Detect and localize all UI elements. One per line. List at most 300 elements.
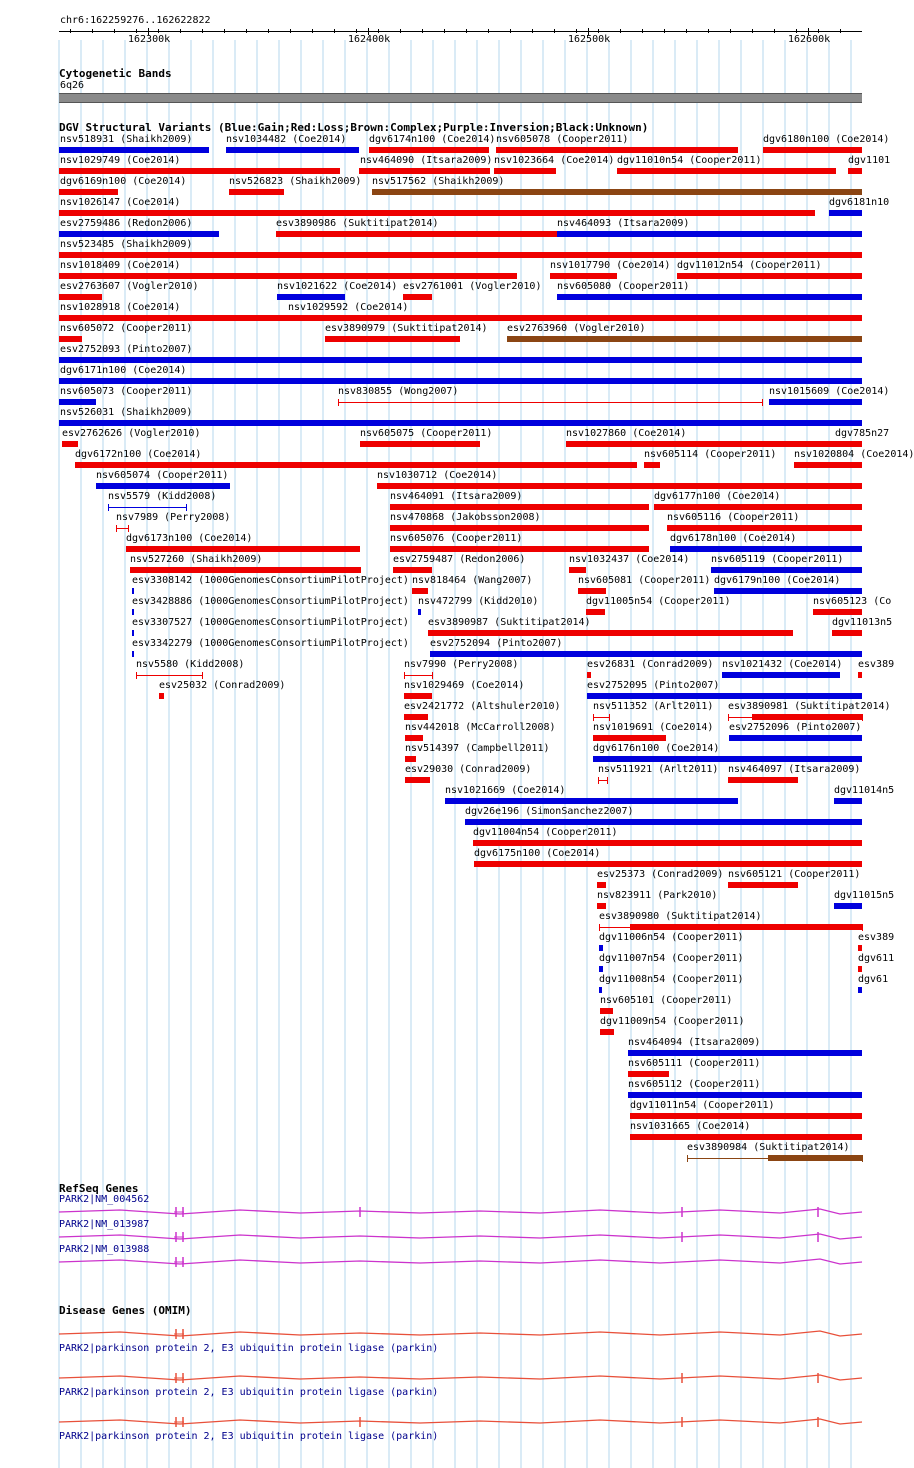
ruler-minor-tick (466, 29, 467, 33)
dgv-track-title: DGV Structural Variants (Blue:Gain;Red:Loss;Brown:Complex;Purple:Inversion;Black:Unknown) (59, 121, 649, 134)
loss-variant-bar[interactable] (390, 504, 649, 510)
ruler-minor-tick (378, 29, 379, 33)
ruler-minor-tick (576, 29, 577, 33)
variant-label[interactable]: dgv11012n54 (Cooper2011) (677, 260, 822, 271)
loss-variant-bar[interactable] (404, 714, 428, 720)
ruler-tick-label: 162600k (788, 34, 831, 45)
variant-label[interactable]: nsv1029592 (Coe2014) (288, 302, 409, 313)
refseq-transcript-label[interactable]: PARK2|NM_013988 (59, 1244, 150, 1255)
variant-label[interactable]: nsv818464 (Wang2007) (412, 575, 533, 586)
gain-variant-bar[interactable] (132, 588, 134, 594)
loss-variant-bar[interactable] (377, 483, 862, 489)
variant-label[interactable]: nsv1029469 (Coe2014) (404, 680, 525, 691)
variant-label[interactable]: nsv1018409 (Coe2014) (60, 260, 181, 271)
loss-variant-bar[interactable] (728, 777, 798, 783)
variant-label[interactable]: esv2763960 (Vogler2010) (507, 323, 646, 334)
variant-label[interactable]: esv3890986 (Suktitipat2014) (276, 218, 439, 229)
gain-variant-bar[interactable] (59, 357, 862, 363)
gain-variant-bar[interactable] (587, 693, 862, 699)
variant-end-tick (186, 504, 187, 511)
loss-variant-bar[interactable] (597, 882, 606, 888)
gain-variant-bar[interactable] (59, 378, 862, 384)
variant-end-tick (862, 1155, 863, 1162)
variant-label[interactable]: dgv6181n10 (829, 197, 890, 208)
gain-variant-bar[interactable] (834, 903, 862, 909)
variant-label[interactable]: esv3890987 (Suktitipat2014) (428, 617, 591, 628)
ruler-minor-tick (114, 29, 115, 33)
loss-variant-bar[interactable] (593, 735, 666, 741)
loss-variant-bar[interactable] (405, 735, 423, 741)
variant-label[interactable]: nsv823911 (Park2010) (597, 890, 718, 901)
loss-variant-bar[interactable] (597, 903, 606, 909)
variant-end-tick (609, 714, 610, 721)
gain-variant-bar[interactable] (628, 1092, 862, 1098)
gain-variant-bar[interactable] (711, 567, 862, 573)
omim-gene-label[interactable]: PARK2|parkinson protein 2, E3 ubiquitin protein ligase (parkin) (59, 1431, 439, 1442)
complex-variant-bar[interactable] (372, 189, 862, 195)
variant-end-tick (108, 504, 109, 511)
ruler-minor-tick (312, 29, 313, 33)
variant-end-tick (687, 1155, 688, 1162)
variant-label[interactable]: esv2752094 (Pinto2007) (430, 638, 563, 649)
gain-variant-bar[interactable] (722, 672, 840, 678)
loss-variant-bar[interactable] (794, 462, 862, 468)
gain-variant-bar[interactable] (729, 735, 862, 741)
variant-label[interactable]: esv2759487 (Redon2006) (393, 554, 526, 565)
variant-label[interactable]: nsv1023664 (Coe2014) (494, 155, 615, 166)
gain-variant-bar[interactable] (599, 945, 603, 951)
refseq-transcript-label[interactable]: PARK2|NM_013987 (59, 1219, 150, 1230)
variant-label[interactable]: esv25032 (Conrad2009) (159, 680, 286, 691)
loss-variant-bar[interactable] (630, 924, 862, 930)
loss-variant-bar[interactable] (390, 546, 649, 552)
variant-label[interactable]: dgv11010n54 (Cooper2011) (617, 155, 762, 166)
variant-label[interactable]: dgv6175n100 (Coe2014) (474, 848, 601, 859)
ruler-minor-tick (510, 29, 511, 33)
ruler-tick-label: 162300k (128, 34, 171, 45)
loss-variant-bar[interactable] (59, 294, 102, 300)
variant-label[interactable]: nsv605081 (Cooper2011) (578, 575, 711, 586)
variant-end-tick (598, 777, 599, 784)
ruler-minor-tick (708, 29, 709, 33)
variant-end-tick (607, 777, 608, 784)
ruler-minor-tick (246, 29, 247, 33)
variant-label[interactable]: nsv1021622 (Coe2014) (277, 281, 398, 292)
variant-span-line[interactable] (598, 780, 607, 781)
variant-label[interactable]: nsv5580 (Kidd2008) (136, 659, 245, 670)
omim-gene-label[interactable]: PARK2|parkinson protein 2, E3 ubiquitin protein ligase (parkin) (59, 1343, 439, 1354)
refseq-track-title: RefSeq Genes (59, 1182, 139, 1195)
gain-variant-bar[interactable] (132, 651, 134, 657)
gain-variant-bar[interactable] (599, 987, 602, 993)
loss-variant-bar[interactable] (630, 1113, 862, 1119)
loss-variant-bar[interactable] (390, 525, 649, 531)
variant-label[interactable]: dgv6172n100 (Coe2014) (75, 449, 202, 460)
loss-variant-bar[interactable] (617, 168, 836, 174)
loss-variant-bar[interactable] (858, 945, 862, 951)
variant-span-line[interactable] (116, 528, 128, 529)
variant-label[interactable]: nsv523485 (Shaikh2009) (60, 239, 193, 250)
variant-label[interactable]: esv3308142 (1000GenomesConsortiumPilotProject) (132, 575, 409, 586)
variant-label[interactable]: esv2421772 (Altshuler2010) (404, 701, 561, 712)
variant-label[interactable]: esv3890980 (Suktitipat2014) (599, 911, 762, 922)
variant-end-tick (728, 714, 729, 721)
variant-label[interactable]: nsv470868 (Jakobsson2008) (390, 512, 541, 523)
loss-variant-bar[interactable] (752, 714, 862, 720)
loss-variant-bar[interactable] (832, 630, 862, 636)
loss-variant-bar[interactable] (496, 147, 738, 153)
variant-label[interactable]: esv3307527 (1000GenomesConsortiumPilotProject) (132, 617, 409, 628)
variant-label[interactable]: dgv11008n54 (Cooper2011) (599, 974, 744, 985)
loss-variant-bar[interactable] (550, 273, 617, 279)
ruler-minor-tick (730, 29, 731, 33)
loss-variant-bar[interactable] (403, 294, 432, 300)
gain-variant-bar[interactable] (277, 294, 345, 300)
ruler-minor-tick (818, 29, 819, 33)
gain-variant-bar[interactable] (465, 819, 862, 825)
variant-label[interactable]: dgv6173n100 (Coe2014) (126, 533, 253, 544)
variant-label[interactable]: nsv1027860 (Coe2014) (566, 428, 687, 439)
loss-variant-bar[interactable] (630, 1134, 862, 1140)
variant-label[interactable]: esv2752093 (Pinto2007) (60, 344, 193, 355)
variant-label[interactable]: nsv605072 (Cooper2011) (60, 323, 193, 334)
variant-label[interactable]: nsv472799 (Kidd2010) (418, 596, 539, 607)
loss-variant-bar[interactable] (159, 693, 164, 699)
variant-end-tick (432, 672, 433, 679)
omim-gene-line[interactable] (0, 1324, 890, 1344)
gain-variant-bar[interactable] (59, 231, 219, 237)
gain-variant-bar[interactable] (769, 399, 862, 405)
ruler-minor-tick (796, 29, 797, 33)
gain-variant-bar[interactable] (557, 231, 862, 237)
variant-end-tick (202, 672, 203, 679)
loss-variant-bar[interactable] (75, 462, 637, 468)
variant-end-tick (128, 525, 129, 532)
variant-label[interactable]: dgv11011n54 (Cooper2011) (630, 1100, 775, 1111)
loss-variant-bar[interactable] (586, 609, 605, 615)
ruler-minor-tick (290, 29, 291, 33)
loss-variant-bar[interactable] (494, 168, 556, 174)
variant-label[interactable]: nsv605076 (Cooper2011) (390, 533, 523, 544)
variant-end-tick (762, 399, 763, 406)
ruler-minor-tick (158, 29, 159, 33)
loss-variant-bar[interactable] (59, 252, 862, 258)
variant-label[interactable]: nsv464094 (Itsara2009) (628, 1037, 761, 1048)
ruler-minor-tick (180, 29, 181, 33)
loss-variant-bar[interactable] (412, 588, 428, 594)
variant-span-line[interactable] (108, 507, 186, 508)
variant-label[interactable]: nsv518931 (Shaikh2009) (60, 134, 193, 145)
gain-variant-bar[interactable] (557, 294, 862, 300)
gain-variant-bar[interactable] (670, 546, 862, 552)
gain-variant-bar[interactable] (858, 987, 862, 993)
ruler-minor-tick (92, 29, 93, 33)
gain-variant-bar[interactable] (599, 966, 603, 972)
cyto-band-label: 6q26 (60, 80, 85, 91)
variant-label[interactable]: dgv6174n100 (Coe2014) (369, 134, 496, 145)
variant-end-tick (599, 924, 600, 931)
variant-label[interactable]: nsv605101 (Cooper2011) (600, 995, 733, 1006)
variant-end-tick (136, 672, 137, 679)
loss-variant-bar[interactable] (325, 336, 460, 342)
region-label: chr6:162259276..162622822 (60, 15, 211, 26)
variant-label[interactable]: dgv6177n100 (Coe2014) (654, 491, 781, 502)
variant-label[interactable]: nsv1021669 (Coe2014) (445, 785, 566, 796)
variant-label[interactable]: dgv11015n5 (834, 890, 895, 901)
loss-variant-bar[interactable] (62, 441, 78, 447)
complex-variant-bar[interactable] (507, 336, 862, 342)
variant-end-tick (593, 714, 594, 721)
variant-label[interactable]: esv3342279 (1000GenomesConsortiumPilotProject) (132, 638, 409, 649)
loss-variant-bar[interactable] (360, 441, 480, 447)
loss-variant-bar[interactable] (288, 315, 862, 321)
variant-label[interactable]: dgv11007n54 (Cooper2011) (599, 953, 744, 964)
variant-label[interactable]: dgv6169n100 (Coe2014) (60, 176, 187, 187)
loss-variant-bar[interactable] (474, 861, 862, 867)
variant-label[interactable]: nsv511352 (Arlt2011) (593, 701, 714, 712)
variant-label[interactable]: nsv1015609 (Coe2014) (769, 386, 890, 397)
variant-label[interactable]: nsv605121 (Cooper2011) (728, 869, 861, 880)
variant-label[interactable]: nsv605074 (Cooper2011) (96, 470, 229, 481)
loss-variant-bar[interactable] (405, 756, 416, 762)
variant-label[interactable]: nsv1019691 (Coe2014) (593, 722, 714, 733)
ruler-minor-tick (444, 29, 445, 33)
ruler-minor-tick (752, 29, 753, 33)
variant-label[interactable]: dgv11005n54 (Cooper2011) (586, 596, 731, 607)
loss-variant-bar[interactable] (566, 441, 848, 447)
loss-variant-bar[interactable] (654, 504, 862, 510)
variant-label[interactable]: nsv464093 (Itsara2009) (557, 218, 690, 229)
loss-variant-bar[interactable] (369, 147, 489, 153)
cyto-band-bar[interactable] (59, 93, 862, 103)
variant-label[interactable]: nsv1032437 (Coe2014) (569, 554, 690, 565)
loss-variant-bar[interactable] (428, 630, 793, 636)
variant-label[interactable]: nsv526823 (Shaikh2009) (229, 176, 362, 187)
variant-label[interactable]: esv25373 (Conrad2009) (597, 869, 724, 880)
variant-label[interactable]: esv3890984 (Suktitipat2014) (687, 1142, 850, 1153)
refseq-transcript-label[interactable]: PARK2|NM_004562 (59, 1194, 150, 1205)
loss-variant-bar[interactable] (600, 1029, 614, 1035)
gain-variant-bar[interactable] (418, 609, 421, 615)
variant-label[interactable]: dgv6178n100 (Coe2014) (670, 533, 797, 544)
ruler-minor-tick (598, 29, 599, 33)
variant-label[interactable]: dgv11004n54 (Cooper2011) (473, 827, 618, 838)
variant-label[interactable]: nsv464097 (Itsara2009) (728, 764, 861, 775)
variant-label[interactable]: nsv1026147 (Coe2014) (60, 197, 181, 208)
loss-variant-bar[interactable] (393, 567, 432, 573)
variant-label[interactable]: dgv26e196 (SimonSanchez2007) (465, 806, 634, 817)
variant-span-line[interactable] (593, 717, 609, 718)
ruler-minor-tick (356, 29, 357, 33)
omim-gene-line[interactable] (0, 1412, 890, 1432)
loss-variant-bar[interactable] (728, 882, 798, 888)
variant-label[interactable]: nsv7990 (Perry2008) (404, 659, 519, 670)
variant-label[interactable]: dgv6176n100 (Coe2014) (593, 743, 720, 754)
gain-variant-bar[interactable] (628, 1050, 862, 1056)
variant-label[interactable]: nsv1030712 (Coe2014) (377, 470, 498, 481)
loss-variant-bar[interactable] (359, 168, 490, 174)
gain-variant-bar[interactable] (132, 609, 134, 615)
omim-gene-line[interactable] (0, 1368, 890, 1388)
ruler-minor-tick (400, 29, 401, 33)
loss-variant-bar[interactable] (59, 336, 82, 342)
variant-label[interactable]: dgv11009n54 (Cooper2011) (600, 1016, 745, 1027)
variant-end-tick (338, 399, 339, 406)
variant-label[interactable]: nsv1028918 (Coe2014) (60, 302, 181, 313)
loss-variant-bar[interactable] (59, 210, 815, 216)
refseq-transcript-line[interactable] (0, 1252, 890, 1272)
ruler-minor-tick (686, 29, 687, 33)
variant-label[interactable]: nsv605080 (Cooper2011) (557, 281, 690, 292)
ruler-minor-tick (136, 29, 137, 33)
ruler-minor-tick (620, 29, 621, 33)
ruler-minor-tick (664, 29, 665, 33)
loss-variant-bar[interactable] (858, 672, 862, 678)
variant-span-line[interactable] (404, 675, 432, 676)
variant-label[interactable]: esv2752096 (Pinto2007) (729, 722, 862, 733)
variant-label[interactable]: dgv1101 (848, 155, 891, 166)
loss-variant-bar[interactable] (763, 147, 862, 153)
loss-variant-bar[interactable] (405, 777, 430, 783)
variant-label[interactable]: esv389 (858, 932, 895, 943)
variant-label[interactable]: dgv11006n54 (Cooper2011) (599, 932, 744, 943)
omim-gene-label[interactable]: PARK2|parkinson protein 2, E3 ubiquitin protein ligase (parkin) (59, 1387, 439, 1398)
loss-variant-bar[interactable] (569, 567, 586, 573)
variant-label[interactable]: dgv61 (858, 974, 889, 985)
gain-variant-bar[interactable] (59, 399, 96, 405)
variant-label[interactable]: esv29030 (Conrad2009) (405, 764, 532, 775)
complex-variant-bar[interactable] (768, 1155, 862, 1161)
gain-variant-bar[interactable] (132, 630, 134, 636)
variant-label[interactable]: dgv6171n100 (Coe2014) (60, 365, 187, 376)
loss-variant-bar[interactable] (667, 525, 862, 531)
loss-variant-bar[interactable] (126, 546, 360, 552)
variant-label[interactable]: esv389 (858, 659, 895, 670)
loss-variant-bar[interactable] (848, 168, 862, 174)
variant-end-tick (116, 525, 117, 532)
loss-variant-bar[interactable] (229, 189, 284, 195)
ruler-minor-tick (642, 29, 643, 33)
variant-label[interactable]: nsv605112 (Cooper2011) (628, 1079, 761, 1090)
variant-label[interactable]: dgv6179n100 (Coe2014) (714, 575, 841, 586)
variant-label[interactable]: dgv611 (858, 953, 895, 964)
loss-variant-bar[interactable] (813, 609, 862, 615)
variant-label[interactable]: nsv605078 (Cooper2011) (496, 134, 629, 145)
variant-label[interactable]: nsv605116 (Cooper2011) (667, 512, 800, 523)
variant-label[interactable]: nsv1021432 (Coe2014) (722, 659, 843, 670)
variant-label[interactable]: nsv526031 (Shaikh2009) (60, 407, 193, 418)
loss-variant-bar[interactable] (858, 966, 862, 972)
variant-label[interactable]: esv3890981 (Suktitipat2014) (728, 701, 891, 712)
variant-label[interactable]: nsv605073 (Cooper2011) (60, 386, 193, 397)
variant-label[interactable]: nsv464090 (Itsara2009) (360, 155, 493, 166)
variant-end-tick (862, 714, 863, 721)
loss-variant-bar[interactable] (404, 693, 432, 699)
loss-variant-bar[interactable] (276, 231, 557, 237)
variant-label[interactable]: nsv1029749 (Coe2014) (60, 155, 181, 166)
variant-label[interactable]: esv3890979 (Suktitipat2014) (325, 323, 488, 334)
variant-span-line[interactable] (338, 402, 762, 403)
gain-variant-bar[interactable] (96, 483, 230, 489)
variant-label[interactable]: dgv11014n5 (834, 785, 895, 796)
variant-label[interactable]: dgv11013n5 (832, 617, 893, 628)
variant-label[interactable]: esv2761001 (Vogler2010) (403, 281, 542, 292)
gain-variant-bar[interactable] (226, 147, 359, 153)
variant-label[interactable]: esv2759486 (Redon2006) (60, 218, 193, 229)
ruler-minor-tick (224, 29, 225, 33)
variant-label[interactable]: nsv1034482 (Coe2014) (226, 134, 347, 145)
variant-label[interactable]: esv2763607 (Vogler2010) (60, 281, 199, 292)
ruler-minor-tick (268, 29, 269, 33)
loss-variant-bar[interactable] (130, 567, 361, 573)
variant-label[interactable]: nsv7989 (Perry2008) (116, 512, 231, 523)
variant-label[interactable]: nsv605119 (Cooper2011) (711, 554, 844, 565)
loss-variant-bar[interactable] (628, 1071, 669, 1077)
gain-variant-bar[interactable] (714, 588, 862, 594)
variant-label[interactable]: nsv605114 (Cooper2011) (644, 449, 777, 460)
variant-label[interactable]: nsv527260 (Shaikh2009) (130, 554, 263, 565)
loss-variant-bar[interactable] (59, 273, 517, 279)
loss-variant-bar[interactable] (59, 189, 118, 195)
variant-label[interactable]: nsv830855 (Wong2007) (338, 386, 459, 397)
ruler-minor-tick (774, 29, 775, 33)
loss-variant-bar[interactable] (587, 672, 591, 678)
variant-label[interactable]: nsv442018 (McCarroll2008) (405, 722, 556, 733)
loss-variant-bar[interactable] (835, 441, 862, 447)
loss-variant-bar[interactable] (677, 273, 862, 279)
gain-variant-bar[interactable] (834, 798, 862, 804)
variant-end-tick (862, 924, 863, 931)
variant-label[interactable]: nsv517562 (Shaikh2009) (372, 176, 505, 187)
loss-variant-bar[interactable] (578, 588, 606, 594)
gain-variant-bar[interactable] (59, 420, 862, 426)
variant-label[interactable]: nsv1020804 (Coe2014) (794, 449, 914, 460)
variant-label[interactable]: nsv605075 (Cooper2011) (360, 428, 493, 439)
gain-variant-bar[interactable] (593, 756, 862, 762)
variant-label[interactable]: nsv1031665 (Coe2014) (630, 1121, 751, 1132)
loss-variant-bar[interactable] (600, 1008, 613, 1014)
cytogenetic-bands-title: Cytogenetic Bands (59, 67, 172, 80)
variant-label[interactable]: nsv464091 (Itsara2009) (390, 491, 523, 502)
ruler-minor-tick (488, 29, 489, 33)
loss-variant-bar[interactable] (473, 840, 862, 846)
variant-label[interactable]: dgv785n27 (835, 428, 890, 439)
gain-variant-bar[interactable] (829, 210, 862, 216)
variant-label[interactable]: nsv511921 (Arlt2011) (598, 764, 719, 775)
ruler-minor-tick (840, 29, 841, 33)
variant-label[interactable]: esv2762626 (Vogler2010) (62, 428, 201, 439)
variant-label[interactable]: esv26831 (Conrad2009) (587, 659, 714, 670)
ruler-minor-tick (422, 29, 423, 33)
variant-label[interactable]: nsv5579 (Kidd2008) (108, 491, 217, 502)
variant-label[interactable]: nsv514397 (Campbell2011) (405, 743, 550, 754)
variant-label[interactable]: esv2752095 (Pinto2007) (587, 680, 720, 691)
gain-variant-bar[interactable] (59, 147, 209, 153)
gain-variant-bar[interactable] (445, 798, 738, 804)
variant-label[interactable]: dgv6180n100 (Coe2014) (763, 134, 890, 145)
loss-variant-bar[interactable] (644, 462, 660, 468)
variant-label[interactable]: esv3428886 (1000GenomesConsortiumPilotProject) (132, 596, 409, 607)
gain-variant-bar[interactable] (430, 651, 862, 657)
variant-label[interactable]: nsv605111 (Cooper2011) (628, 1058, 761, 1069)
variant-span-line[interactable] (136, 675, 202, 676)
ruler-minor-tick (532, 29, 533, 33)
variant-label[interactable]: nsv1017790 (Coe2014) (550, 260, 671, 271)
variant-label[interactable]: nsv605123 (Co (813, 596, 892, 607)
loss-variant-bar[interactable] (59, 168, 340, 174)
omim-track-title: Disease Genes (OMIM) (59, 1304, 192, 1317)
ruler-tick-label: 162400k (348, 34, 391, 45)
